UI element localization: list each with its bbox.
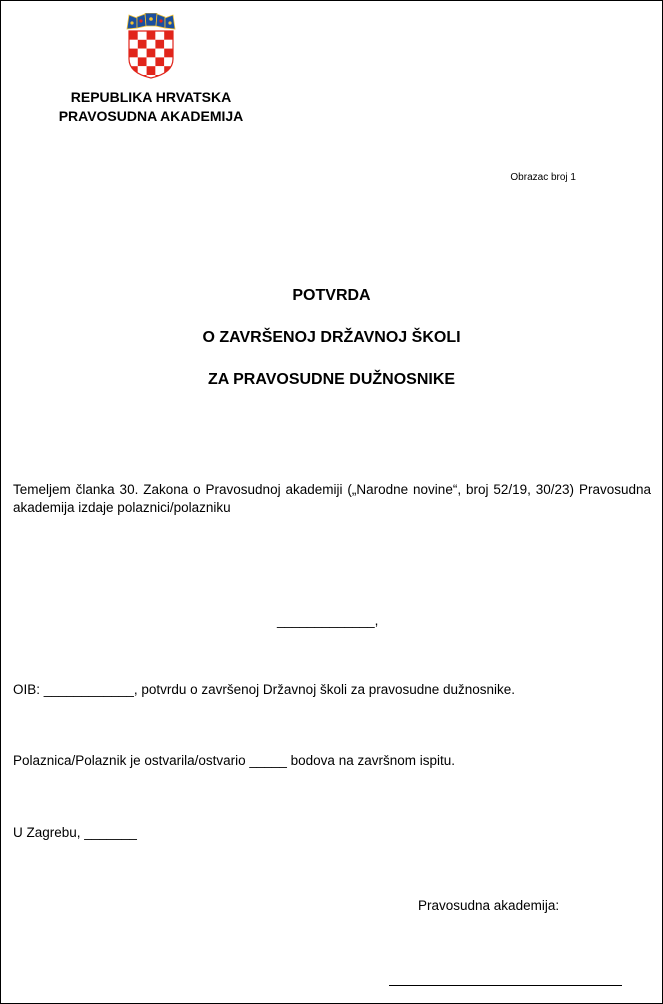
oib-line: OIB: ____________, potvrdu o završenoj Državnoj školi za pravosudne dužnosnike. <box>13 682 516 697</box>
header-country: REPUBLIKA HRVATSKA <box>70 89 232 105</box>
shield-square <box>155 31 164 40</box>
crown-icon <box>127 13 175 29</box>
signature-label: Pravosudna akademija: <box>418 898 560 913</box>
shield-square <box>129 31 138 40</box>
shield-square <box>164 49 173 58</box>
shield-square <box>129 66 138 75</box>
shield-square <box>129 49 138 58</box>
shield-square <box>147 40 156 49</box>
points-line: Polaznica/Polaznik je ostvarila/ostvario _____ bodova na završnom ispitu. <box>13 753 455 768</box>
document-title: POTVRDA <box>292 287 371 304</box>
shield-square <box>138 31 147 40</box>
place-date-line: U Zagrebu, _______ <box>13 825 137 840</box>
shield-square <box>155 49 164 58</box>
shield-square <box>147 57 156 66</box>
shield-square <box>129 75 138 79</box>
shield-square <box>164 66 173 75</box>
shield-square <box>155 57 164 66</box>
shield-square <box>155 40 164 49</box>
document-subtitle-2: ZA PRAVOSUDNE DUŽNOSNIKE <box>207 371 456 388</box>
document-subtitle-1: O ZAVRŠENOJ DRŽAVNOJ ŠKOLI <box>202 329 461 346</box>
header-institution: PRAVOSUDNA AKADEMIJA <box>58 108 244 124</box>
shield-square <box>129 40 138 49</box>
name-blank-field: _____________, <box>277 613 379 628</box>
shield-square <box>138 49 147 58</box>
croatian-coat-of-arms-icon <box>126 13 176 79</box>
shield-square <box>164 40 173 49</box>
intro-paragraph: Temeljem članka 30. Zakona o Pravosudnoj akademiji („Narodne novine“, broj 52/19, 30/23) Pravosudna akademija izdaje polaznici/polazniku <box>13 482 651 515</box>
signature-line <box>389 985 622 986</box>
form-number: Obrazac broj 1 <box>510 172 576 183</box>
shield-square <box>147 31 156 40</box>
shield-square <box>138 57 147 66</box>
shield-square <box>147 66 156 75</box>
shield-square <box>138 40 147 49</box>
shield-square <box>147 49 156 58</box>
shield-square <box>164 75 173 79</box>
shield-square <box>164 31 173 40</box>
